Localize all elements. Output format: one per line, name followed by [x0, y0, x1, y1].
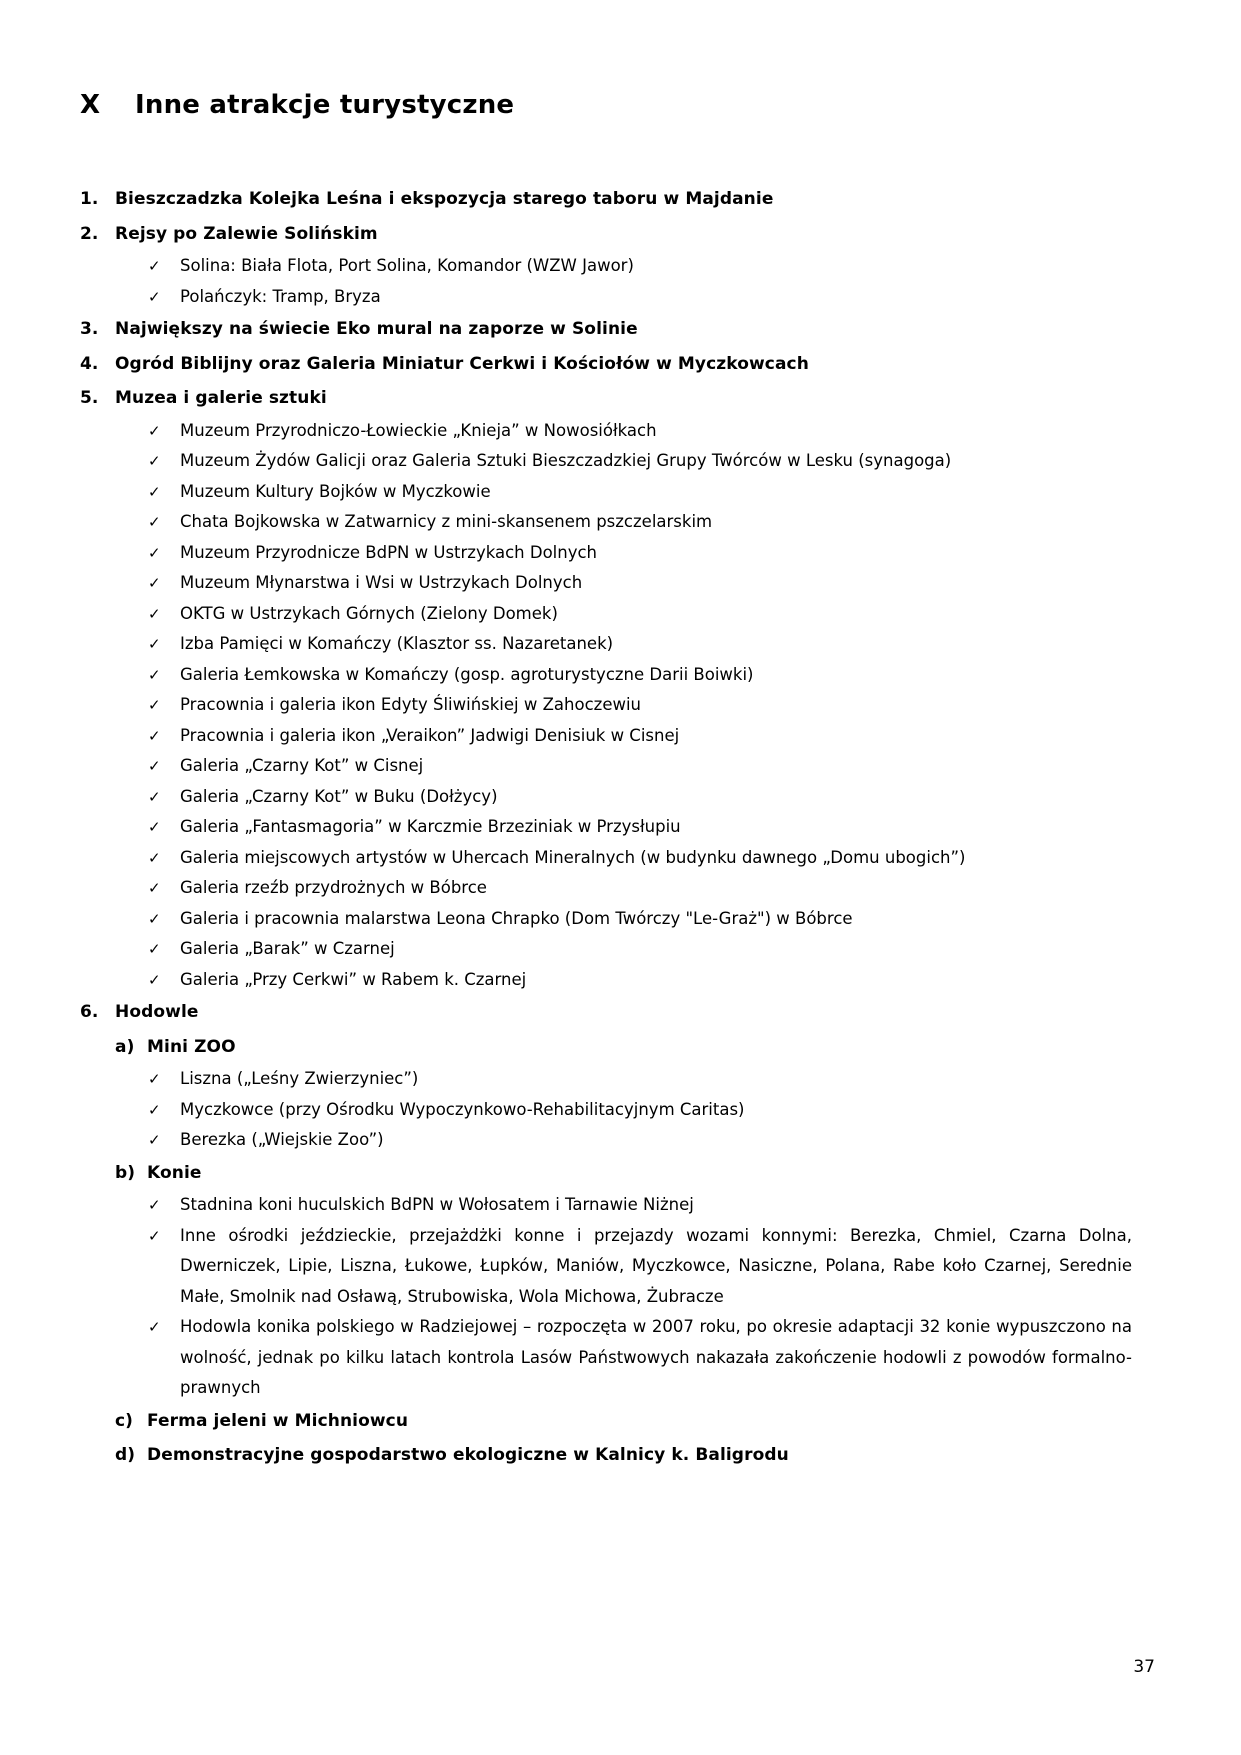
list-item-lettered	[80, 1404, 1132, 1439]
check-icon: ✓	[148, 1226, 161, 1245]
check-icon: ✓	[148, 452, 161, 470]
item-marker: d)	[115, 1445, 136, 1465]
item-text: Ferma jeleni w Michniowcu	[147, 1410, 409, 1431]
check-icon: ✓	[148, 726, 161, 745]
check-icon: ✓	[148, 757, 161, 775]
check-icon: ✓	[148, 787, 161, 806]
item-text: Muzea i galerie sztuki	[115, 388, 327, 408]
item-marker: 2.	[80, 223, 99, 244]
item-text: Berezka („Wiejskie Zoo”)	[180, 1130, 384, 1149]
item-text: Polańczyk: Tramp, Bryza	[180, 286, 381, 306]
list-item-check	[80, 1095, 1132, 1126]
list-item-check	[80, 721, 1132, 752]
section-number: X	[80, 90, 101, 120]
list-item-numbered	[80, 995, 1132, 1030]
item-text: Galeria Łemkowska w Komańczy (gosp. agroturystyczne Darii Boiwki)	[180, 664, 754, 684]
check-icon: ✓	[148, 879, 161, 897]
check-icon: ✓	[148, 543, 161, 562]
item-text: Pracownia i galeria ikon „Veraikon” Jadwigi Denisiuk w Cisnej	[180, 725, 680, 745]
item-text: Galeria miejscowych artystów w Uhercach Mineralnych (w budynku dawnego „Domu ubogich”)	[180, 847, 966, 867]
check-icon: ✓	[148, 1196, 161, 1214]
item-text: Izba Pamięci w Komańczy (Klasztor ss. Nazaretanek)	[180, 634, 614, 653]
list-item-numbered	[80, 381, 1132, 416]
list-item-check	[80, 843, 1132, 874]
list-item-check	[80, 282, 1132, 313]
item-text: Solina: Biała Flota, Port Solina, Komandor (WZW Jawor)	[180, 256, 634, 275]
item-text: Pracownia i galeria ikon Edyty Śliwińskiej w Zahoczewiu	[180, 695, 642, 714]
item-text: Galeria i pracownia malarstwa Leona Chrapko (Dom Twórczy "Le-Graż") w Bóbrce	[180, 908, 853, 928]
list-item-check	[80, 507, 1132, 538]
list-item-check	[80, 751, 1132, 782]
list-item-check	[80, 1221, 1132, 1313]
list-item-check	[80, 568, 1132, 599]
list-item-check	[80, 446, 1132, 477]
item-text: Myczkowce (przy Ośrodku Wypoczynkowo-Rehabilitacyjnym Caritas)	[180, 1099, 745, 1119]
check-icon: ✓	[148, 1100, 161, 1119]
check-icon: ✓	[148, 940, 161, 958]
list-item-numbered	[80, 182, 1132, 217]
check-icon: ✓	[148, 635, 161, 653]
check-icon: ✓	[148, 665, 161, 684]
check-icon: ✓	[148, 1131, 161, 1149]
item-marker: 1.	[80, 189, 99, 209]
item-text: Chata Bojkowska w Zatwarnicy z mini-skansenem pszczelarskim	[180, 512, 713, 531]
item-text: Galeria rzeźb przydrożnych w Bóbrce	[180, 878, 487, 897]
list-item-check	[80, 1190, 1132, 1221]
check-icon: ✓	[148, 696, 161, 714]
list-item-lettered	[80, 1438, 1132, 1473]
item-marker: c)	[115, 1410, 134, 1431]
check-icon: ✓	[148, 1070, 161, 1088]
list-item-numbered	[80, 217, 1132, 252]
item-text: Hodowla konika polskiego w Radziejowej – rozpoczęta w 2007 roku, po okresie adaptacji 32 konie wypuszczono na wolność, jednak po kilku latach kontrola Lasów Państwowych nakazała zakończenie hodowli z powodów formalno-prawnych	[180, 1317, 1132, 1397]
check-icon: ✓	[148, 287, 161, 306]
list-item-check	[80, 251, 1132, 282]
list-item-lettered	[80, 1156, 1132, 1191]
item-text: Liszna („Leśny Zwierzyniec”)	[180, 1069, 419, 1088]
item-text: Galeria „Fantasmagoria” w Karczmie Brzeziniak w Przysłupiu	[180, 817, 681, 836]
list-item-check	[80, 629, 1132, 660]
check-icon: ✓	[148, 909, 161, 928]
item-text: Konie	[147, 1162, 202, 1183]
item-marker: 4.	[80, 353, 99, 374]
check-icon: ✓	[148, 970, 161, 989]
list-item-check	[80, 782, 1132, 813]
check-icon: ✓	[148, 574, 161, 592]
item-text: Muzeum Kultury Bojków w Myczkowie	[180, 481, 491, 501]
list-item-check	[80, 965, 1132, 996]
list-item-check	[80, 690, 1132, 721]
list-item-check	[80, 599, 1132, 630]
item-text: OKTG w Ustrzykach Górnych (Zielony Domek)	[180, 603, 558, 623]
item-text: Demonstracyjne gospodarstwo ekologiczne w Kalnicy k. Baligrodu	[147, 1445, 789, 1465]
list-item-check	[80, 1125, 1132, 1156]
check-icon: ✓	[148, 257, 161, 275]
check-icon: ✓	[148, 513, 161, 531]
item-text: Galeria „Barak” w Czarnej	[180, 939, 395, 958]
item-marker: b)	[115, 1162, 136, 1183]
item-text: Stadnina koni huculskich BdPN w Wołosatem i Tarnawie Niżnej	[180, 1195, 694, 1214]
list-item-check	[80, 812, 1132, 843]
list-item-check	[80, 873, 1132, 904]
check-icon: ✓	[148, 604, 161, 623]
check-icon: ✓	[148, 1318, 161, 1336]
attractions-list	[80, 182, 1132, 1473]
check-icon: ✓	[148, 482, 161, 501]
item-text: Mini ZOO	[147, 1036, 236, 1057]
item-text: Hodowle	[115, 1002, 199, 1022]
item-text: Muzeum Przyrodnicze BdPN w Ustrzykach Dolnych	[180, 542, 598, 562]
list-item-numbered	[80, 312, 1132, 347]
item-text: Bieszczadzka Kolejka Leśna i ekspozycja starego taboru w Majdanie	[115, 189, 774, 209]
item-text: Muzeum Przyrodniczo-Łowieckie „Knieja” w Nowosiółkach	[180, 420, 657, 440]
item-marker: 3.	[80, 319, 99, 339]
list-item-check	[80, 934, 1132, 965]
check-icon: ✓	[148, 818, 161, 836]
list-item-check	[80, 1312, 1132, 1404]
check-icon: ✓	[148, 421, 161, 440]
check-icon: ✓	[148, 848, 161, 867]
item-marker: a)	[115, 1036, 135, 1057]
item-text: Największy na świecie Eko mural na zaporze w Solinie	[115, 319, 638, 339]
list-item-check	[80, 477, 1132, 508]
item-marker: 6.	[80, 1002, 99, 1022]
item-text: Galeria „Przy Cerkwi” w Rabem k. Czarnej	[180, 969, 527, 989]
item-text: Galeria „Czarny Kot” w Buku (Dołżycy)	[180, 786, 498, 806]
item-text: Galeria „Czarny Kot” w Cisnej	[180, 756, 424, 775]
list-item-lettered	[80, 1030, 1132, 1065]
section-title: Inne atrakcje turystyczne	[135, 90, 515, 120]
item-text: Inne ośrodki jeździeckie, przejażdżki konne i przejazdy wozami konnymi: Berezka, Chmiel, Czarna Dolna, Dwerniczek, Lipie, Liszna, Łukowe, Łupków, Maniów, Myczkowce, Nasiczne, Polana, Rabe koło Czarnej, Serednie Małe, Smolnik nad Osławą, Strubowiska, Wola Michowa, Żubracze	[180, 1225, 1132, 1306]
item-text: Ogród Biblijny oraz Galeria Miniatur Cerkwi i Kościołów w Myczkowcach	[115, 353, 809, 374]
list-item-check	[80, 1064, 1132, 1095]
list-item-check	[80, 660, 1132, 691]
item-text: Muzeum Żydów Galicji oraz Galeria Sztuki Bieszczadzkiej Grupy Twórców w Lesku (synagoga)	[180, 451, 952, 470]
list-item-check	[80, 538, 1132, 569]
item-marker: 5.	[80, 388, 99, 408]
list-item-check	[80, 416, 1132, 447]
page-number: 37	[1133, 1657, 1155, 1677]
item-text: Rejsy po Zalewie Solińskim	[115, 223, 378, 244]
list-item-check	[80, 904, 1132, 935]
list-item-numbered	[80, 347, 1132, 382]
item-text: Muzeum Młynarstwa i Wsi w Ustrzykach Dolnych	[180, 573, 583, 592]
page-title	[80, 88, 1132, 122]
